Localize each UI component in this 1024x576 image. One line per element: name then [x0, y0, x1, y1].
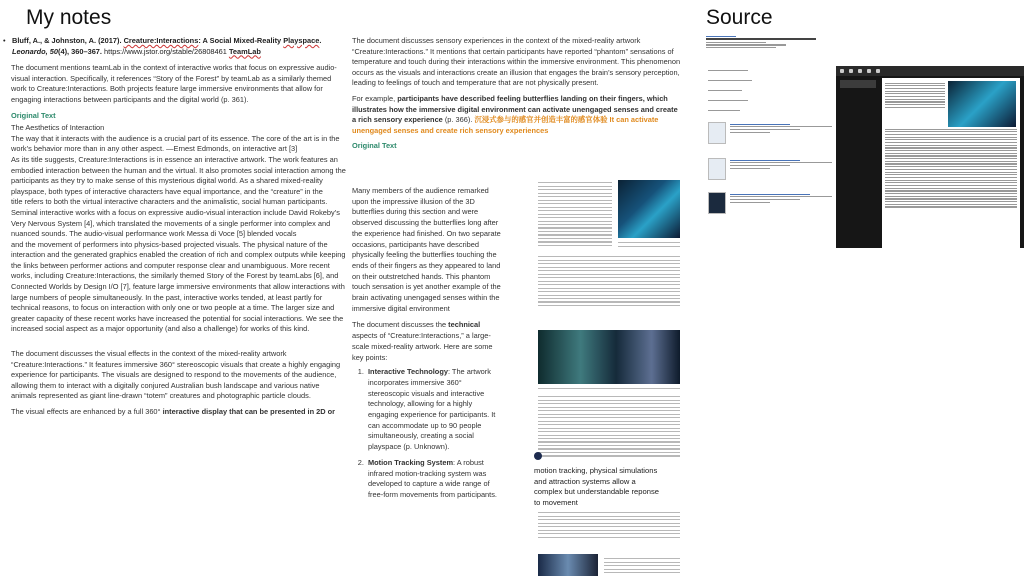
reference-authors: Bluff, A., & Johnston, A. (2017). — [12, 36, 122, 45]
paper-figure-panorama — [538, 330, 680, 384]
paper-text-block-1 — [538, 180, 612, 248]
notes-column[interactable] — [0, 36, 346, 576]
orig-line-0: The Aesthetics of Interaction — [11, 123, 105, 133]
toolbar-icon[interactable] — [849, 69, 853, 73]
butterflies-page: (p. 366). — [442, 115, 475, 125]
key-point-motion — [366, 458, 502, 501]
source-page-preview[interactable] — [700, 30, 1024, 250]
kp2-body: : A robust infrared motion-tracking system was developed to capture a wide range of free-form movements from participants. — [368, 457, 497, 499]
key-points-list — [352, 367, 502, 500]
toolbar-icon[interactable] — [867, 69, 871, 73]
orig-line-3: As its title suggests, Creature:Interactions is in essence an interactive artwork. The work features an embodied interaction between the human and the virtual. It also promotes social interaction among the participants as they try to make sense of this mysterious digital world. As a shared mixed-reality playspace, both types of interactive characters have equal importance, and the “creature” in the — [11, 154, 346, 196]
orig-line-4: title refers to both the virtual interactive characters and the animalistic, social human participants. — [11, 197, 328, 207]
source-article-header — [706, 34, 832, 50]
toolbar-icon[interactable] — [876, 69, 880, 73]
summary-visual-effects: The document discusses the visual effects in the context of the mixed-reality artwork “Creature:Interactions.” It features immersive 360° stereoscopic visuals that create a highly engaging experience for participants. The visuals are designed to respond to the movements of the audience, allowing them to interact with a digitally conjured Australian bush landscape and various native animals represented as giant line-drawn “totem” creatures and photographic particle clouds. — [11, 349, 341, 401]
original-text-label: Original Text — [11, 110, 56, 120]
technical-c: aspects of “Creature:Interactions,” a large-scale mixed-reality artwork. Here are some key points: — [352, 331, 493, 362]
source-related-2[interactable] — [708, 158, 832, 180]
kp1-body: : The artwork incorporates immersive 360° stereoscopic visuals and interactive technology, allowing for a highly engaging experience for participants. It can accommodate up to 90 people simultaneously, creating a social playspace (p. Unknown). — [368, 367, 496, 452]
reference-entry — [0, 36, 346, 57]
viewer-sidebar-tab[interactable] — [840, 80, 876, 88]
butterflies-highlight: participants have described feeling butterflies landing on their fingers, which illustrates how the immersive digital environment can activate unengaged senses and create a rich sensory experience — [352, 93, 678, 125]
reference-journal: Leonardo, 50 — [12, 46, 58, 56]
summary-teamlab: The document mentions teamLab in the context of interactive works that focus on expressive audio-visual interaction. Specifically, it references “Story of the Forest” by teamLab as a similarly themed work to Creature:Interactions. Both projects feature large immersive environments that allow for engaging interactions between participants and the digital world (p. 361). — [11, 63, 337, 104]
key-point-interactive — [366, 367, 502, 453]
middle-original-text-label: Original Text — [352, 141, 397, 151]
reference-issue: (4), 360–367. — [58, 46, 102, 56]
reference-title-d: . — [319, 36, 322, 45]
translation-chinese: 沉浸式参与的感官并创造丰富的感官体验 — [474, 115, 608, 125]
paper-text-block-3 — [538, 394, 680, 459]
summary-display-b: interactive display that can be presented in 2D or — [162, 407, 336, 416]
middle-left-text — [352, 186, 502, 506]
reference-title-b: : A Social Mixed-Reality — [198, 36, 284, 45]
technical-a: The document discusses the — [352, 320, 449, 330]
orig-line-5: Seminal interactive works with a focus on expressive audio-visual interaction include David Rokeby’s Very Nervous System [4], which translated the movements of a single performer into complex and nuanced sounds. The audio-visual performance work Messa di Voce [5] blended vocals — [11, 207, 340, 239]
pdf-viewer[interactable] — [836, 66, 1024, 248]
notes-panel-title: My notes — [26, 6, 112, 29]
paper-figure-butterflies — [618, 180, 680, 238]
paper-figure-3 — [538, 554, 598, 576]
kp2-head: Motion Tracking System — [368, 457, 454, 467]
reference-url[interactable]: https://www.jstor.org/stable/26808461 — [104, 46, 227, 56]
pdf-page — [882, 78, 1020, 248]
paper-text-block-2 — [538, 254, 680, 308]
summary-sensory: The document discusses sensory experiences in the context of the mixed-reality artwork “Creature:Interactions.” It mentions that certain participants have reported “phantom” sensations of temperature and touch during their interactions within the immersive environment. This phenomenon occurs as the visuals and interactions create an illusion that engages the brain’s sensory perception, leading to feelings of touch and temperature that are not physically present. — [352, 36, 681, 88]
technical-b: technical — [448, 320, 481, 330]
popup-dot-icon[interactable] — [534, 452, 542, 460]
paper-text-block-5 — [604, 556, 680, 576]
summary-display — [0, 407, 346, 418]
summary-display-a: The visual effects are enhanced by a full 360° — [11, 407, 163, 416]
source-nav-list[interactable] — [708, 68, 828, 120]
orig-line-2: work’s behavior more than in any other aspect. —Ernest Edmonds, on interactive art [3] — [11, 144, 298, 154]
orig-line-7: interaction and the generated graphics enabled the creation of rich and complex outputs while keeping the links between performer actions and computer response clear and unambiguous. More recent works, including Creature:Interactions, the similarly themed Story of the Forest by teamLabs [6], and Connected Worlds by Design I/O [7], feature large immersive environments that allow interactions with large numbers of people simultaneously. In the past, interactive works tended, at least partly for technical reasons, to focus on interaction with only one or two people at a time. The larger size and greater capacity of these recent works have increased the potential for social interactions. We see the increased social aspect as a major opportunity (and also a challenge) for works of this kind. — [11, 250, 346, 334]
source-related-3[interactable] — [708, 192, 832, 214]
orig-line-1: The way that it interacts with the audience is a crucial part of its essence. The core of the art is in the — [11, 133, 340, 143]
paper-text-block-4 — [538, 510, 680, 540]
translation-english: It can activate unengaged senses and create rich sensory experiences — [352, 115, 659, 135]
summary-technical — [352, 320, 502, 363]
butterflies-lead: For example, — [352, 93, 398, 103]
paper-magnified-text: motion tracking, physical simulations and attraction systems allow a complex but understandable reponse to movement — [534, 466, 664, 508]
pdf-figure — [948, 81, 1016, 127]
paper-page-preview[interactable] — [534, 178, 682, 576]
toolbar-icon[interactable] — [858, 69, 862, 73]
kp1-head: Interactive Technology — [368, 367, 448, 377]
orig-line-6: and the movement of performers into physics-based projected visuals. The physical nature of the — [11, 239, 328, 249]
reference-title-c: Playspace — [283, 36, 320, 45]
middle-column[interactable] — [352, 36, 682, 576]
toolbar-icon[interactable] — [840, 69, 844, 73]
paper-caption-1 — [618, 240, 680, 249]
reference-tag: TeamLab — [228, 46, 261, 56]
bullet-icon: • — [3, 36, 6, 45]
reference-title-a: Creature:Interactions — [123, 36, 199, 45]
source-panel-title: Source — [706, 6, 773, 29]
summary-butterflies — [352, 94, 682, 136]
original-butterflies-text: Many members of the audience remarked upon the impressive illusion of the 3D butterflies during this section and were observed discussing the butterflies long after the experience had finished. On two separate occasions, participants have described physically feeling the butterflies touching the ends of their fingers as they appeared to land on their outstretched hands. This phantom touch sensation is yet another example of the brain activating unengaged senses within the immersive digital environment — [352, 186, 501, 313]
source-related-1[interactable] — [708, 122, 832, 144]
paper-caption-2 — [538, 386, 680, 392]
pdf-viewer-toolbar[interactable] — [836, 66, 1024, 76]
